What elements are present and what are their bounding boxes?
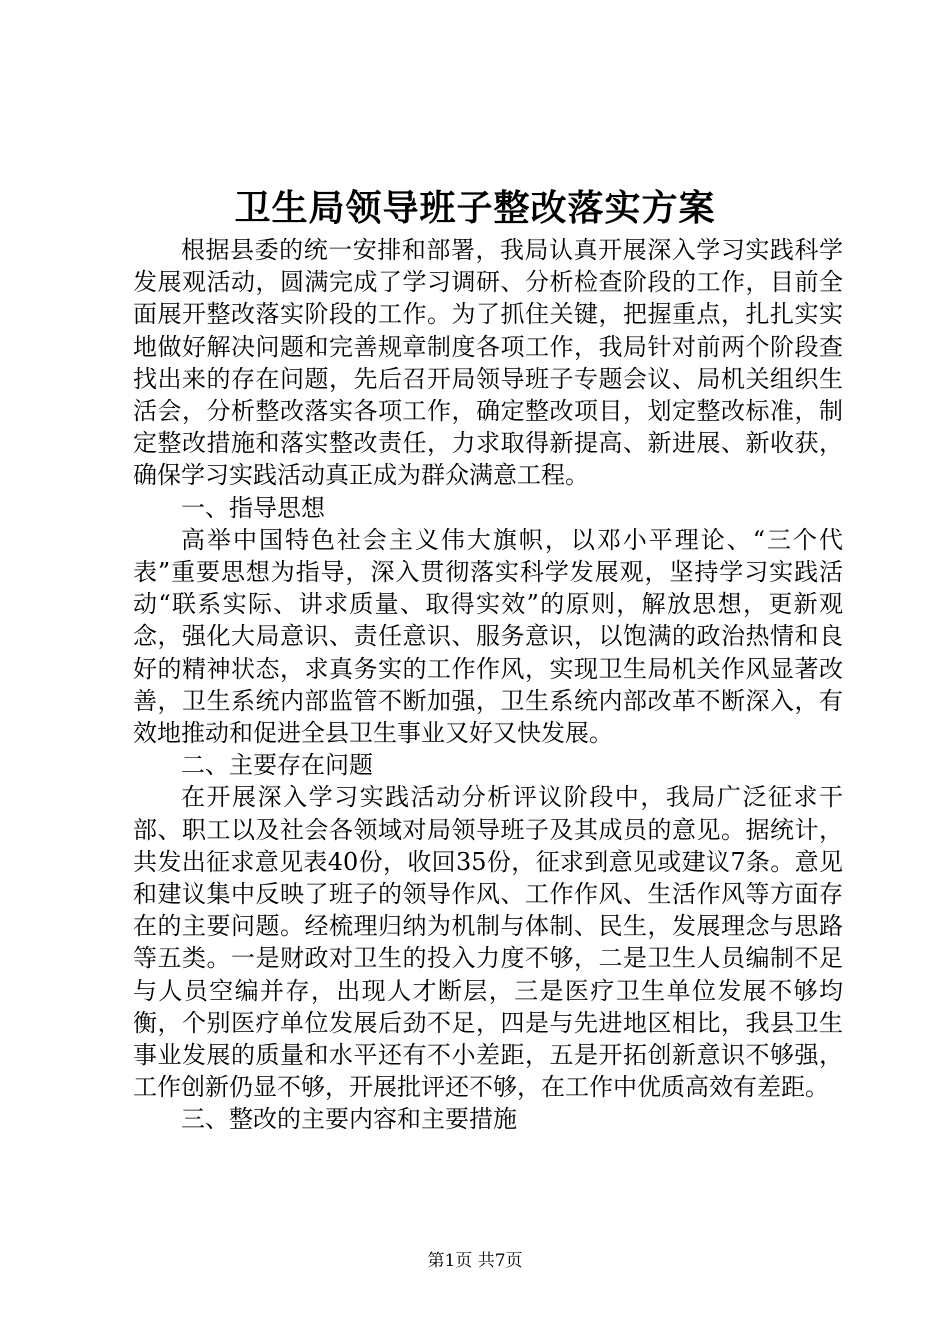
page-footer: 第1页 共7页 <box>427 1251 523 1271</box>
intro-paragraph: 根据县委的统一安排和部署，我局认真开展深入学习实践科学发展观活动，圆满完成了学习调研、分析检查阶段的工作，目前全面展开整改落实阶段的工作。为了抓住关键，把握重点，扎扎实实地做好解决问题和完善规章制度各项工作，我局针对前两个阶段查找出来的存在问题，先后召开局领导班子专题会议、局机关组织生活会，分析整改落实各项工作，确定整改项目，划定整改标准，制定整改措施和落实整改责任，力求取得新提高、新进展、新收获，确保学习实践活动真正成为群众满意工程。 <box>133 236 843 490</box>
document-title: 卫生局领导班子整改落实方案 <box>234 187 716 229</box>
section-heading-guiding-ideology: 一、指导思想 <box>181 493 325 522</box>
section-heading-main-problems: 二、主要存在问题 <box>181 751 373 780</box>
guiding-ideology-paragraph: 高举中国特色社会主义伟大旗帜，以邓小平理论、“三个代表”重要思想为指导，深入贯彻落实科学发展观，坚持学习实践活动“联系实际、讲求质量、取得实效”的原则，解放思想，更新观念，强化大局意识、责任意识、服务意识，以饱满的政治热情和良好的精神状态，求真务实的工作作风，实现卫生局机关作风显著改善，卫生系统内部监管不断加强，卫生系统内部改革不断深入，有效地推动和促进全县卫生事业又好又快发展。 <box>133 525 843 748</box>
section-heading-rectification: 三、整改的主要内容和主要措施 <box>181 1105 517 1134</box>
document-body <box>133 234 843 1136</box>
main-problems-paragraph: 在开展深入学习实践活动分析评议阶段中，我局广泛征求干部、职工以及社会各领域对局领导班子及其成员的意见。据统计，共发出征求意见表40份，收回35份，征求到意见或建议7条。意见和建议集中反映了班子的领导作风、工作作风、生活作风等方面存在的主要问题。经梳理归纳为机制与体制、民生，发展理念与思路等五类。一是财政对卫生的投入力度不够，二是卫生人员编制不足与人员空编并存，出现人才断层，三是医疗卫生单位发展不够均衡，个别医疗单位发展后劲不足，四是与先进地区相比，我县卫生事业发展的质量和水平还有不小差距，五是开拓创新意识不够强，工作创新仍显不够，开展批评还不够，在工作中优质高效有差距。 <box>133 783 843 1102</box>
